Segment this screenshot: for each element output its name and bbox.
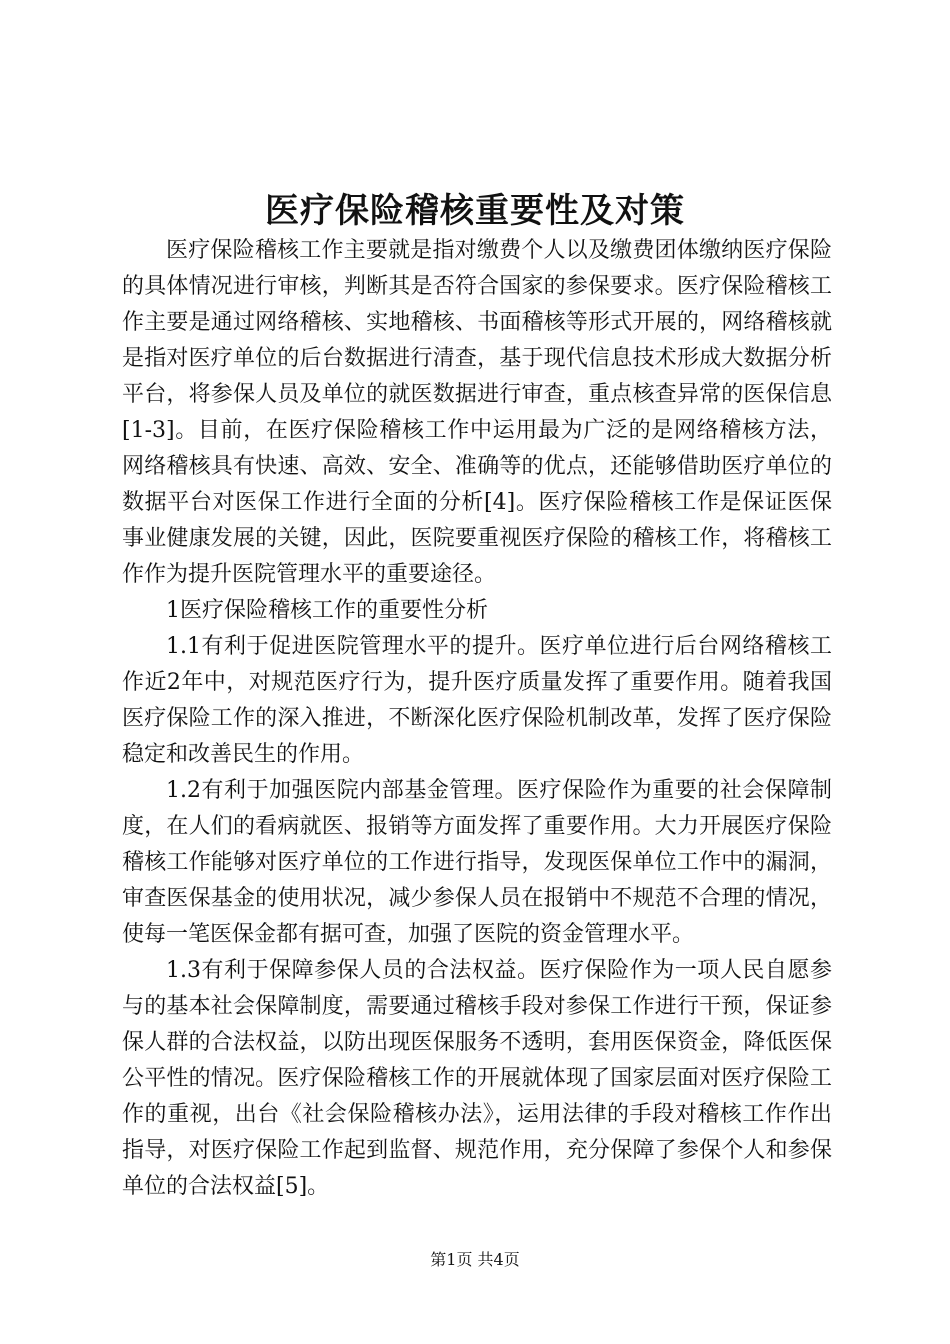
subsection-paragraph-1-1: 1.1有利于促进医院管理水平的提升。医疗单位进行后台网络稽核工作近2年中，对规范医疗行为，提升医疗质量发挥了重要作用。随着我国医疗保险工作的深入推进，不断深化医疗保险机制改革，发挥了医疗保险稳定和改善民生的作用。 bbox=[122, 634, 832, 767]
section-heading: 1医疗保险稽核工作的重要性分析 bbox=[166, 598, 488, 623]
document-title: 医疗保险稽核重要性及对策 bbox=[265, 191, 685, 231]
subsection-paragraph-1-3: 1.3有利于保障参保人员的合法权益。医疗保险作为一项人民自愿参与的基本社会保障制度，需要通过稽核手段对参保工作进行干预，保证参保人群的合法权益，以防出现医保服务不透明，套用医保资金，降低医保公平性的情况。医疗保险稽核工作的开展就体现了国家层面对医疗保险工作的重视，出台《社会保险稽核办法》，运用法律的手段对稽核工作作出指导，对医疗保险工作起到监督、规范作用，充分保障了参保个人和参保单位的合法权益[5]。 bbox=[122, 958, 832, 1199]
document-body bbox=[122, 233, 832, 1205]
intro-paragraph: 医疗保险稽核工作主要就是指对缴费个人以及缴费团体缴纳医疗保险的具体情况进行审核，判断其是否符合国家的参保要求。医疗保险稽核工作主要是通过网络稽核、实地稽核、书面稽核等形式开展的，网络稽核就是指对医疗单位的后台数据进行清查，基于现代信息技术形成大数据分析平台，将参保人员及单位的就医数据进行审查，重点核查异常的医保信息[1-3]。目前，在医疗保险稽核工作中运用最为广泛的是网络稽核方法，网络稽核具有快速、高效、安全、准确等的优点，还能够借助医疗单位的数据平台对医保工作进行全面的分析[4]。医疗保险稽核工作是保证医保事业健康发展的关键，因此，医院要重视医疗保险的稽核工作，将稽核工作作为提升医院管理水平的重要途径。 bbox=[122, 238, 832, 587]
subsection-paragraph-1-2: 1.2有利于加强医院内部基金管理。医疗保险作为重要的社会保障制度，在人们的看病就医、报销等方面发挥了重要作用。大力开展医疗保险稽核工作能够对医疗单位的工作进行指导，发现医保单位工作中的漏洞，审查医保基金的使用状况，减少参保人员在报销中不规范不合理的情况，使每一笔医保金都有据可查，加强了医院的资金管理水平。 bbox=[122, 778, 832, 947]
page-footer: 第1页 共4页 bbox=[430, 1250, 520, 1269]
